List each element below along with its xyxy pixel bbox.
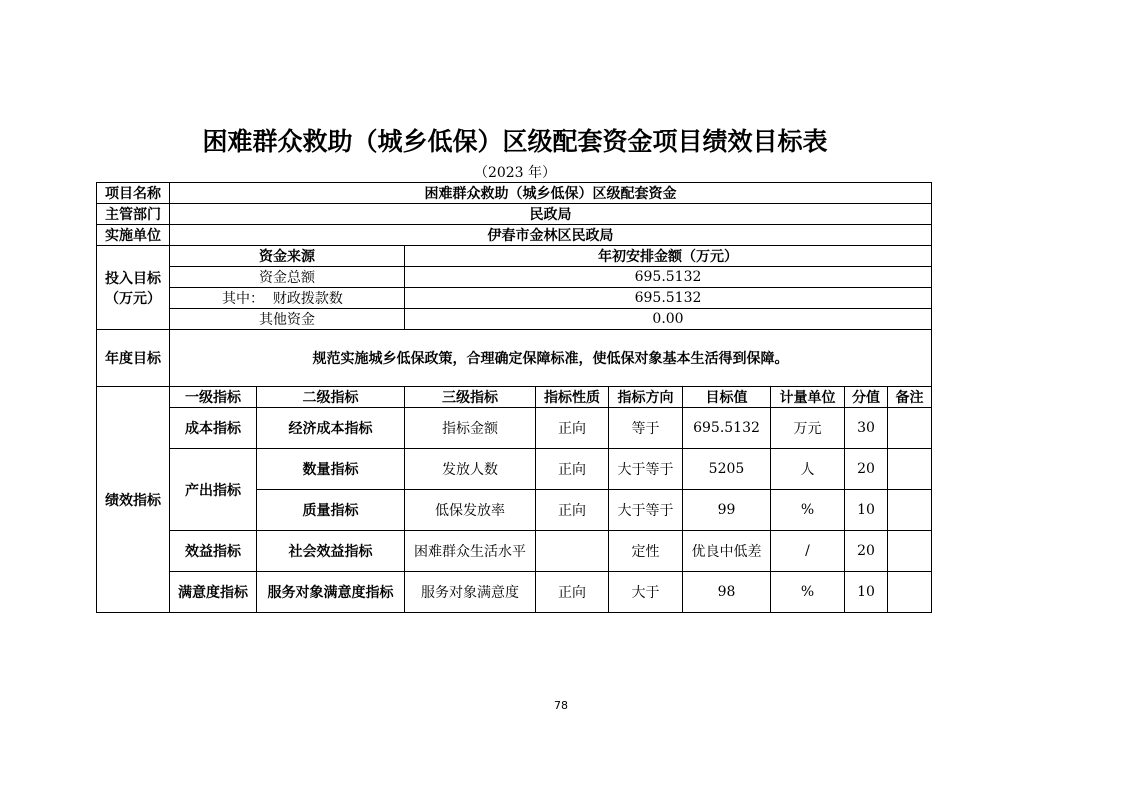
table-row (97, 288, 932, 309)
note-cell (888, 449, 932, 490)
level3-cell: 困难群众生活水平 (405, 531, 536, 572)
table-row (97, 449, 932, 490)
funding-row-value: 695.5132 (405, 267, 932, 288)
unit-value: 伊春市金林区民政局 (170, 225, 932, 246)
level3-cell: 指标金额 (405, 408, 536, 449)
target-cell: 695.5132 (683, 408, 771, 449)
annual-goal-text: 规范实施城乡低保政策，合理确定保障标准，使低保对象基本生活得到保障。 (170, 330, 932, 387)
project-name-label: 项目名称 (97, 183, 170, 204)
nature-cell: 正向 (536, 449, 609, 490)
header-level1: 一级指标 (170, 387, 257, 408)
score-cell: 10 (845, 490, 888, 531)
direction-cell: 等于 (609, 408, 683, 449)
funding-row-label: 资金总额 (170, 267, 405, 288)
header-score: 分值 (845, 387, 888, 408)
note-cell (888, 572, 932, 613)
nature-cell (536, 531, 609, 572)
project-name-value: 困难群众救助（城乡低保）区级配套资金 (170, 183, 932, 204)
funding-section-label-2: （万元） (105, 290, 161, 307)
table-row (97, 204, 932, 225)
funding-row-label: 其他资金 (170, 309, 405, 330)
page-number: 78 (554, 699, 568, 712)
table-row (97, 225, 932, 246)
annual-goal-label: 年度目标 (97, 330, 170, 387)
target-cell: 98 (683, 572, 771, 613)
table-row (97, 183, 932, 204)
table-row (97, 408, 932, 449)
level2-cell: 经济成本指标 (257, 408, 405, 449)
funding-section-label (97, 246, 170, 330)
direction-cell: 大于 (609, 572, 683, 613)
nature-cell: 正向 (536, 408, 609, 449)
funding-row-value: 695.5132 (405, 288, 932, 309)
col-source-header: 资金来源 (170, 246, 405, 267)
level1-cell: 产出指标 (170, 449, 257, 531)
level3-cell: 服务对象满意度 (405, 572, 536, 613)
page-subtitle: （2023 年） (473, 165, 557, 181)
page-title: 困难群众救助（城乡低保）区级配套资金项目绩效目标表 (202, 127, 828, 156)
level2-cell: 服务对象满意度指标 (257, 572, 405, 613)
header-target: 目标值 (683, 387, 771, 408)
unit-cell: % (771, 572, 845, 613)
score-cell: 20 (845, 531, 888, 572)
unit-cell: 人 (771, 449, 845, 490)
header-direction: 指标方向 (609, 387, 683, 408)
header-unit: 计量单位 (771, 387, 845, 408)
level3-cell: 发放人数 (405, 449, 536, 490)
target-cell: 5205 (683, 449, 771, 490)
note-cell (888, 531, 932, 572)
table-row (97, 387, 932, 408)
header-level2: 二级指标 (257, 387, 405, 408)
table-row (97, 531, 932, 572)
table-row (97, 246, 932, 267)
direction-cell: 大于等于 (609, 490, 683, 531)
note-cell (888, 490, 932, 531)
score-cell: 10 (845, 572, 888, 613)
note-cell (888, 408, 932, 449)
nature-cell: 正向 (536, 490, 609, 531)
level2-cell: 数量指标 (257, 449, 405, 490)
target-cell: 优良中低差 (683, 531, 771, 572)
funding-section-label-1: 投入目标 (105, 270, 161, 287)
table-row (97, 330, 932, 387)
level1-cell: 效益指标 (170, 531, 257, 572)
funding-row-value: 0.00 (405, 309, 932, 330)
unit-cell: / (771, 531, 845, 572)
performance-section-label: 绩效指标 (97, 387, 170, 613)
header-note: 备注 (888, 387, 932, 408)
unit-cell: 万元 (771, 408, 845, 449)
dept-label: 主管部门 (97, 204, 170, 225)
level2-cell: 社会效益指标 (257, 531, 405, 572)
table-row (97, 309, 932, 330)
table-row (97, 267, 932, 288)
target-cell: 99 (683, 490, 771, 531)
funding-row-label: 其中： 财政拨款数 (170, 288, 405, 309)
header-level3: 三级指标 (405, 387, 536, 408)
level3-cell: 低保发放率 (405, 490, 536, 531)
level1-cell: 满意度指标 (170, 572, 257, 613)
score-cell: 30 (845, 408, 888, 449)
unit-cell: % (771, 490, 845, 531)
nature-cell: 正向 (536, 572, 609, 613)
header-nature: 指标性质 (536, 387, 609, 408)
dept-value: 民政局 (170, 204, 932, 225)
unit-label: 实施单位 (97, 225, 170, 246)
direction-cell: 大于等于 (609, 449, 683, 490)
direction-cell: 定性 (609, 531, 683, 572)
level2-cell: 质量指标 (257, 490, 405, 531)
performance-target-table (96, 182, 932, 613)
col-amount-header: 年初安排金额（万元） (405, 246, 932, 267)
level1-cell: 成本指标 (170, 408, 257, 449)
score-cell: 20 (845, 449, 888, 490)
table-row (97, 572, 932, 613)
